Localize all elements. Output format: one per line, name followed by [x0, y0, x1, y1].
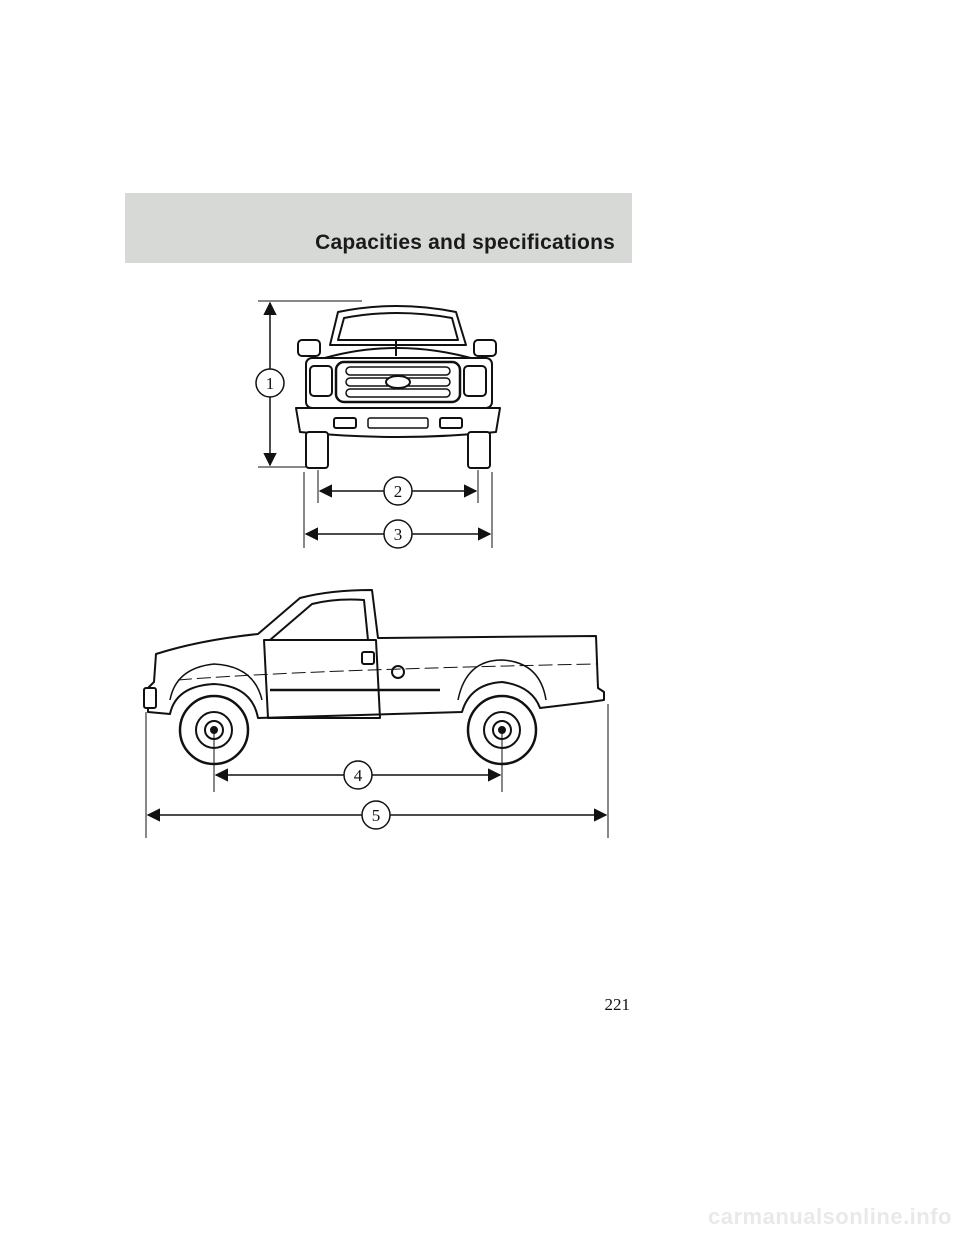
- callout-4: 4: [353, 766, 363, 785]
- truck-front-view: [258, 301, 500, 548]
- dimension-4-wheelbase: [216, 761, 500, 789]
- section-title: Capacities and specifications: [315, 231, 615, 254]
- page-number: 221: [604, 995, 630, 1014]
- dimension-1-overall-height: [256, 303, 284, 465]
- dimension-3-overall-width: [306, 520, 490, 548]
- callout-1: 1: [265, 374, 275, 393]
- dimension-2-track-width: [320, 477, 476, 505]
- watermark: carmanualsonline.info: [708, 1204, 952, 1229]
- dimension-5-overall-length: [148, 801, 606, 829]
- callout-5: 5: [371, 806, 381, 825]
- callout-3: 3: [393, 525, 403, 544]
- callout-2: 2: [393, 482, 403, 501]
